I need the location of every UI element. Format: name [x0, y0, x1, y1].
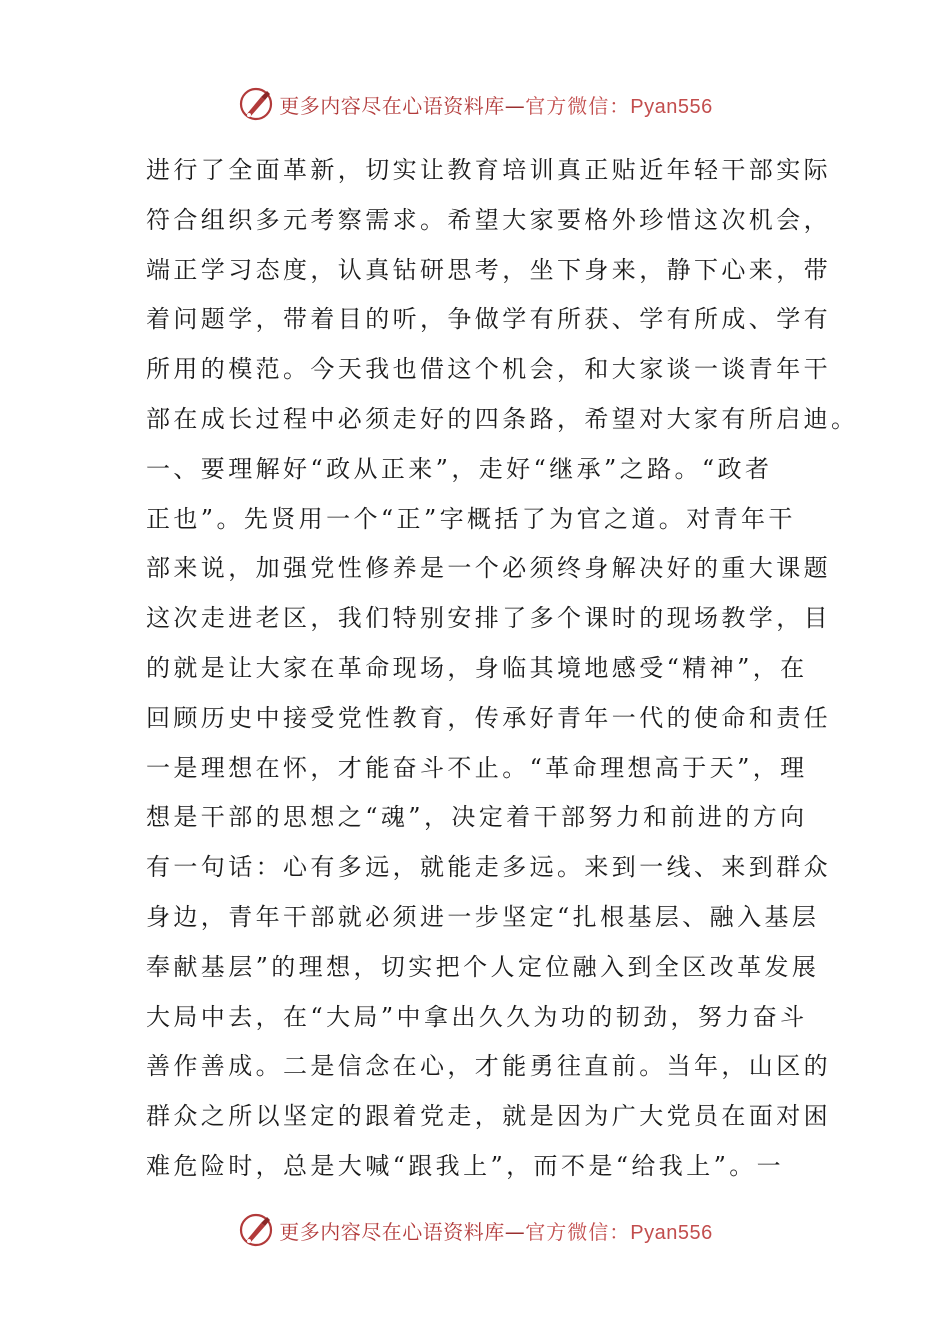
body-line-8: 正也”。先贤用一个“正”字概括了为官之道。对青年干: [146, 504, 796, 533]
body-line-6: 部在成长过程中必须走好的四条路，希望对大家有所启迪。: [146, 404, 859, 433]
document-body: [146, 146, 859, 1192]
header-site-name: 更多内容尽在心语资料库: [279, 93, 505, 118]
body-line-9: 部来说，加强党性修养是一个必须终身解决好的重大课题: [146, 554, 831, 583]
body-line-5: 所用的模范。今天我也借这个机会，和大家谈一谈青年干: [146, 355, 831, 384]
body-line-18: 大局中去，在“大局”中拿出久久为功的韧劲，努力奋斗: [146, 1002, 808, 1031]
body-line-10: 这次走进老区，我们特别安排了多个课时的现场教学，目: [146, 604, 831, 633]
footer-site-name: 更多内容尽在心语资料库: [279, 1219, 505, 1244]
footer-dash: —: [504, 1219, 526, 1244]
body-line-11: 的就是让大家在革命现场，身临其境地感受“精神”，在: [146, 653, 808, 682]
body-line-17: 奉献基层”的理想，切实把个人定位融入到全区改革发展: [146, 952, 820, 981]
body-line-2: 符合组织多元考察需求。希望大家要格外珍惜这次机会，: [146, 205, 831, 234]
footer-wechat-id: Pyan556: [630, 1221, 713, 1244]
pen-nib-logo-icon: [237, 1211, 275, 1249]
pen-nib-logo-icon: [237, 85, 275, 123]
body-line-19: 善作善成。二是信念在心，才能勇往直前。当年，山区的: [146, 1052, 831, 1081]
header-banner-text: [279, 90, 712, 119]
header-wechat-label: 官方微信：: [525, 93, 631, 118]
body-line-4: 着问题学，带着目的听，争做学有所获、学有所成、学有: [146, 305, 831, 334]
footer-banner: [0, 1210, 950, 1250]
body-line-7: 一、要理解好“政从正来”，走好“继承”之路。“政者: [146, 454, 773, 483]
header-banner: [0, 84, 950, 124]
footer-banner-text: [279, 1216, 712, 1245]
footer-wechat-label: 官方微信：: [525, 1219, 631, 1244]
body-line-3: 端正学习态度，认真钻研思考，坐下身来，静下心来，带: [146, 255, 831, 284]
body-line-20: 群众之所以坚定的跟着党走，就是因为广大党员在面对困: [146, 1102, 831, 1131]
body-line-14: 想是干部的思想之“魂”，决定着干部努力和前进的方向: [146, 803, 808, 832]
header-banner-inner: [237, 85, 712, 123]
header-dash: —: [504, 93, 526, 118]
body-line-13: 一是理想在怀，才能奋斗不止。“革命理想高于天”，理: [146, 753, 808, 782]
body-line-16: 身边，青年干部就必须进一步坚定“扎根基层、融入基层: [146, 902, 820, 931]
body-line-12: 回顾历史中接受党性教育，传承好青年一代的使命和责任: [146, 703, 831, 732]
body-line-21: 难危险时，总是大喊“跟我上”，而不是“给我上”。一: [146, 1151, 785, 1180]
body-line-1: 进行了全面革新，切实让教育培训真正贴近年轻干部实际: [146, 156, 831, 184]
header-wechat-id: Pyan556: [630, 95, 713, 118]
body-line-15: 有一句话：心有多远，就能走多远。来到一线、来到群众: [146, 853, 831, 882]
footer-banner-inner: [237, 1211, 712, 1249]
